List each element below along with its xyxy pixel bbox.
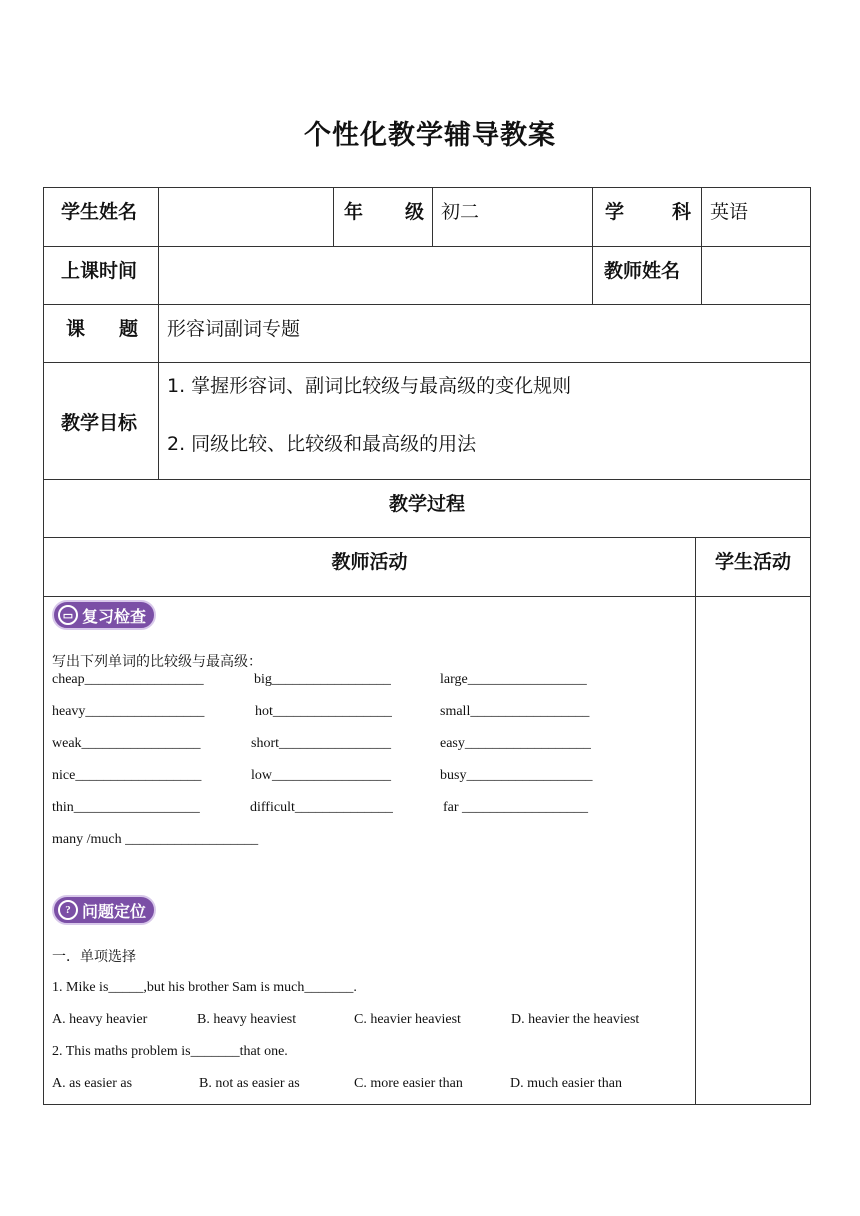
topic-value: 形容词副词专题 — [167, 318, 301, 340]
teacher-activity-content — [44, 597, 696, 1105]
goals-label-cell — [44, 363, 159, 480]
subject-label-cell — [593, 188, 702, 247]
student-activity-content[interactable] — [696, 597, 811, 1105]
student-name-label: 学生姓名 — [61, 201, 138, 223]
word-blank[interactable]: heavy_________________ — [52, 704, 205, 719]
lesson-plan-table — [43, 187, 811, 1105]
word-blank[interactable]: difficult______________ — [250, 800, 393, 815]
word-blank[interactable]: hot_________________ — [255, 704, 392, 719]
option[interactable]: B. heavy heaviest — [197, 1012, 297, 1027]
grade-label-1: 年 — [344, 201, 364, 223]
teacher-value-cell[interactable] — [702, 247, 811, 305]
option[interactable]: D. heavier the heaviest — [511, 1012, 640, 1027]
word-blank[interactable]: weak_________________ — [52, 736, 201, 751]
goal-item: 1. 掌握形容词、副词比较级与最高级的变化规则 — [167, 375, 572, 397]
word-blank[interactable]: large_________________ — [440, 672, 587, 687]
time-value-cell[interactable] — [159, 247, 593, 305]
goals-value-cell[interactable] — [159, 363, 811, 480]
option[interactable]: B. not as easier as — [199, 1076, 300, 1091]
option[interactable]: A. as easier as — [52, 1076, 133, 1091]
grade-value: 初二 — [441, 201, 480, 223]
question-1: 1. Mike is_____,but his brother Sam is much_______. — [52, 980, 357, 995]
student-activity-header: 学生活动 — [714, 551, 791, 573]
subject-label-2: 科 — [671, 201, 691, 223]
word-blank[interactable]: busy__________________ — [440, 768, 593, 783]
problem-badge — [52, 895, 156, 925]
option[interactable]: C. more easier than — [354, 1076, 463, 1091]
review-badge-label: 复习检查 — [82, 608, 147, 626]
word-blank[interactable]: nice__________________ — [52, 768, 202, 783]
question-2: 2. This maths problem is_______that one. — [52, 1044, 288, 1059]
page-title: 个性化教学辅导教案 — [304, 120, 556, 151]
subject-value: 英语 — [710, 201, 749, 223]
option[interactable]: C. heavier heaviest — [354, 1012, 461, 1027]
word-blank[interactable]: far __________________ — [443, 800, 589, 815]
teacher-label-cell — [593, 247, 702, 305]
option[interactable]: A. heavy heavier — [52, 1012, 148, 1027]
grade-label-cell — [334, 188, 433, 247]
topic-label-1: 课 — [66, 318, 86, 340]
student-activity-header-cell — [696, 538, 811, 597]
student-name-label-cell — [44, 188, 159, 247]
option[interactable]: D. much easier than — [510, 1076, 622, 1091]
time-label: 上课时间 — [61, 260, 138, 282]
section-heading: 一．单项选择 — [52, 950, 136, 965]
problem-badge-label: 问题定位 — [82, 903, 147, 921]
question-icon: ? — [58, 900, 78, 920]
student-name-value-cell[interactable] — [159, 188, 334, 247]
topic-label-cell — [44, 305, 159, 363]
teacher-value — [702, 247, 810, 256]
subject-label-1: 学 — [605, 201, 625, 223]
goals-label: 教学目标 — [61, 411, 138, 434]
word-blank[interactable]: small_________________ — [440, 704, 590, 719]
topic-label-2: 题 — [118, 318, 138, 340]
review-badge — [52, 600, 156, 630]
word-blank[interactable]: thin__________________ — [52, 800, 200, 815]
process-header: 教学过程 — [388, 493, 465, 515]
time-value — [159, 247, 592, 256]
word-blank[interactable]: short________________ — [251, 736, 391, 751]
student-name-value — [159, 188, 333, 197]
instruction: 写出下列单词的比较级与最高级： — [52, 655, 262, 670]
time-label-cell — [44, 247, 159, 305]
word-blank[interactable]: cheap_________________ — [52, 672, 204, 687]
grade-value-cell[interactable] — [433, 188, 593, 247]
grade-label-2: 级 — [404, 201, 424, 223]
goal-item: 2. 同级比较、比较级和最高级的用法 — [167, 433, 477, 455]
process-header-cell — [44, 480, 811, 538]
word-blank[interactable]: low_________________ — [251, 768, 391, 783]
teacher-label: 教师姓名 — [604, 260, 681, 282]
subject-value-cell[interactable] — [702, 188, 811, 247]
word-blank[interactable]: many /much ___________________ — [52, 832, 259, 847]
clipboard-icon: ▭ — [58, 605, 78, 625]
topic-value-cell[interactable] — [159, 305, 811, 363]
word-blank[interactable]: big_________________ — [254, 672, 391, 687]
teacher-activity-header: 教师活动 — [331, 551, 408, 573]
teacher-activity-header-cell — [44, 538, 696, 597]
word-blank[interactable]: easy__________________ — [440, 736, 591, 751]
